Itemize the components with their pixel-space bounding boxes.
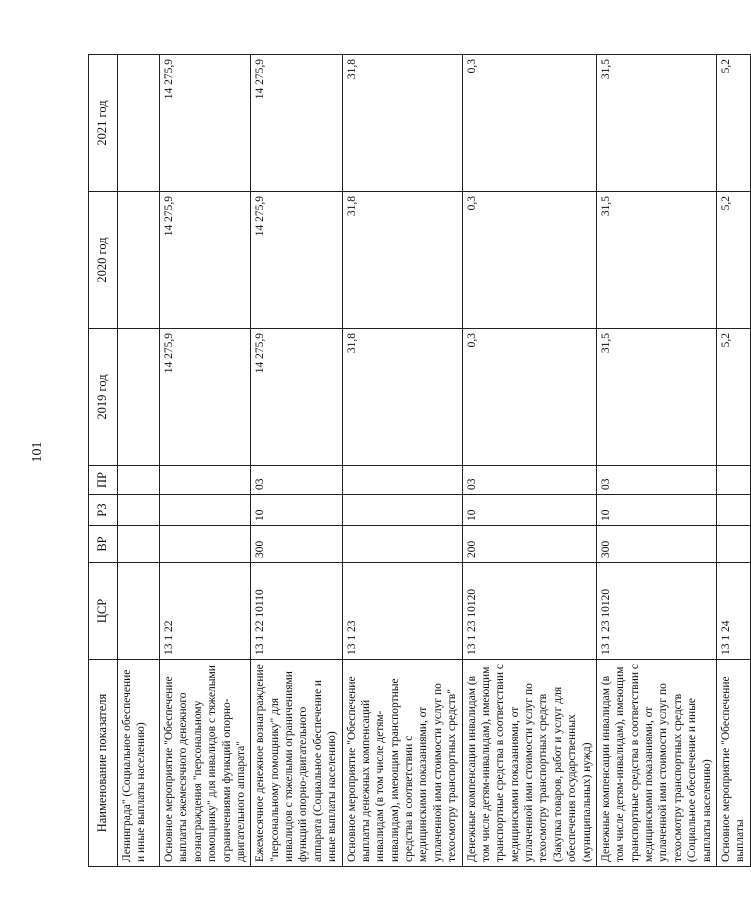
cell-rz: 10 [251,495,342,526]
cell-2021: 14 275,9 [160,55,251,192]
cell-pr: 03 [596,466,716,495]
table-container [88,55,747,867]
cell-pr: 03 [462,466,596,495]
cell-csr: 13 1 23 10120 [596,563,716,660]
table-row [716,55,750,867]
cell-2020: 5,2 [716,192,750,329]
header-pr: ПР [89,466,118,495]
table-row [160,55,251,867]
cell-csr: 13 1 23 [342,563,462,660]
table-row [342,55,462,867]
cell-rz: 10 [462,495,596,526]
cell-name: Основное мероприятие "Обеспечение выплаты денежных компенсаций инвалидам (в том числе детям-инвалидам), имеющим транспортные средства в соответствии с медицинскими показаниями, от уплаченной ими стоимости услуг по техосмотру транспортных средств" [342,660,462,867]
cell-vr: 200 [462,526,596,563]
cell-2019 [118,329,160,466]
table-row [251,55,342,867]
cell-csr: 13 1 24 [716,563,750,660]
cell-2020: 14 275,9 [160,192,251,329]
cell-2019: 31,5 [596,329,716,466]
cell-vr [342,526,462,563]
cell-2020: 31,5 [596,192,716,329]
cell-name: Основное мероприятие "Обеспечение выплаты [716,660,750,867]
cell-2019: 14 275,9 [160,329,251,466]
table-row [118,55,160,867]
cell-rz [716,495,750,526]
cell-csr [118,563,160,660]
table-row [596,55,716,867]
budget-table [88,54,751,867]
cell-name: Ленинграда" (Социальное обеспечение и иные выплаты населению) [118,660,160,867]
header-csr: ЦСР [89,563,118,660]
cell-2019: 14 275,9 [251,329,342,466]
cell-2020 [118,192,160,329]
cell-pr [118,466,160,495]
cell-pr [716,466,750,495]
cell-2021: 0,3 [462,55,596,192]
header-row [89,55,118,867]
cell-name: Основное мероприятие "Обеспечение выплаты ежемесячного денежного вознаграждения "персональному помощнику" для инвалидов с тяжелыми ограничениями функций опорно-двигательного аппарата" [160,660,251,867]
cell-rz: 10 [596,495,716,526]
cell-2019: 0,3 [462,329,596,466]
cell-csr: 13 1 22 [160,563,251,660]
cell-name: Денежные компенсации инвалидам (в том числе детям-инвалидам), имеющим транспортные средства в соответствии с медицинскими показаниями, от уплаченной ими стоимости услуг по техосмотру транспортных средств (Закупка товаров, работ и услуг для обеспечения государственных (муниципальных) нужд) [462,660,596,867]
cell-name: Ежемесячное денежное вознаграждение "персональному помощнику" для инвалидов с тяжелыми ограничениями функций опорно-двигательного аппарата (Социальное обеспечение и иные выплаты населению) [251,660,342,867]
cell-vr: 300 [251,526,342,563]
cell-2021: 31,5 [596,55,716,192]
cell-pr [160,466,251,495]
cell-2019: 31,8 [342,329,462,466]
cell-rz [118,495,160,526]
cell-2021 [118,55,160,192]
cell-vr [716,526,750,563]
cell-2020: 0,3 [462,192,596,329]
cell-2020: 14 275,9 [251,192,342,329]
cell-2021: 31,8 [342,55,462,192]
cell-2021: 5,2 [716,55,750,192]
header-vr: ВР [89,526,118,563]
rotated-page [88,55,747,867]
cell-vr: 300 [596,526,716,563]
cell-2020: 31,8 [342,192,462,329]
cell-rz [160,495,251,526]
page-number: 101 [30,441,45,463]
cell-2019: 5,2 [716,329,750,466]
header-2019: 2019 год [89,329,118,466]
cell-csr: 13 1 22 10110 [251,563,342,660]
cell-rz [342,495,462,526]
cell-2021: 14 275,9 [251,55,342,192]
cell-pr: 03 [251,466,342,495]
cell-vr [118,526,160,563]
header-name: Наименование показателя [89,660,118,867]
header-2020: 2020 год [89,192,118,329]
header-rz: РЗ [89,495,118,526]
cell-name: Денежные компенсации инвалидам (в том числе детям-инвалидам), имеющим транспортные средства в соответствии с медицинскими показаниями, от уплаченной ими стоимости услуг по техосмотру транспортных средств (Социальное обеспечение и иные выплаты населению) [596,660,716,867]
cell-csr: 13 1 23 10120 [462,563,596,660]
table-row [462,55,596,867]
cell-pr [342,466,462,495]
cell-vr [160,526,251,563]
header-2021: 2021 год [89,55,118,192]
